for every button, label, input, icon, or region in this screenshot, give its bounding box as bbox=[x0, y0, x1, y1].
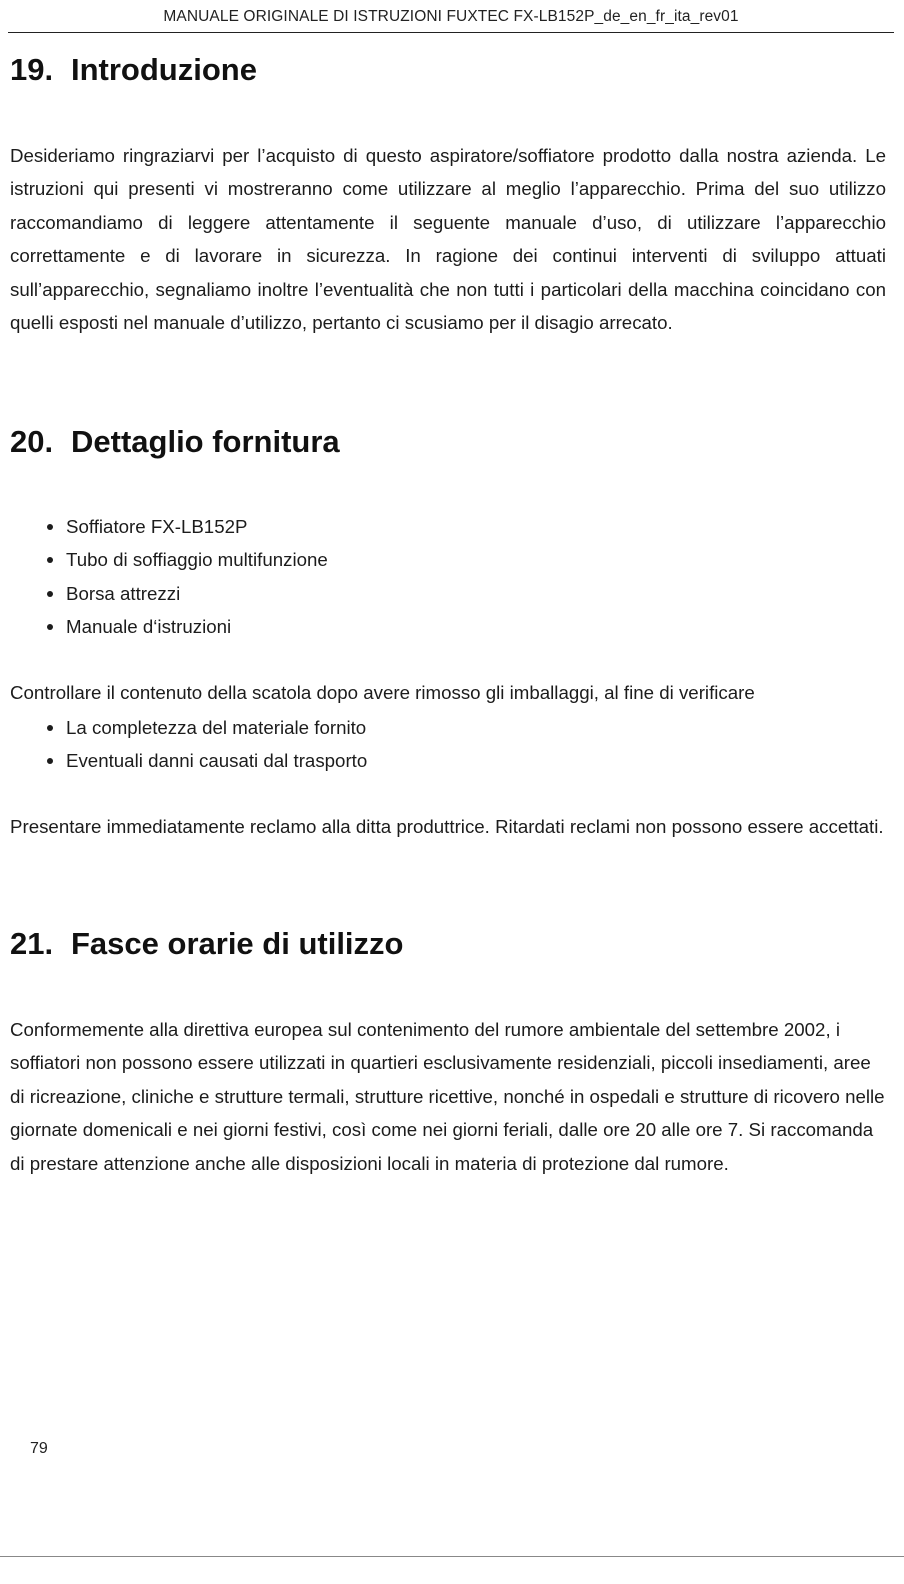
section-title-text: Introduzione bbox=[71, 52, 257, 87]
section-title-fasce-orarie bbox=[10, 926, 403, 962]
list-item: Tubo di soffiaggio multifunzione bbox=[10, 543, 328, 576]
section-title-text: Fasce orarie di utilizzo bbox=[71, 926, 404, 961]
section-number: 21. bbox=[10, 926, 54, 961]
intro-paragraph: Desideriamo ringraziarvi per l’acquisto di questo aspiratore/soffiatore prodotto dalla nostra azienda. Le istruzioni qui presenti vi mostreranno come utilizzare al meglio l’apparecchio. Prima del suo utilizzo raccomandiamo di leggere attentamente il seguente manuale d’uso, di utilizzare l’apparecchio correttamente e di lavorare in sicurezza. In ragione dei continui interventi di sviluppo attuati sull’apparecchio, segnaliamo inoltre l’eventualità che non tutti i particolari della macchina coincidano con quelli esposti nel manuale d’utilizzo, pertanto ci scusiamo per il disagio arrecato. bbox=[10, 145, 886, 334]
list-item: Eventuali danni causati dal trasporto bbox=[10, 744, 367, 777]
page-number: 79 bbox=[30, 1440, 48, 1457]
check-list bbox=[10, 711, 367, 778]
check-intro: Controllare il contenuto della scatola dopo avere rimosso gli imballaggi, al fine di verificare bbox=[10, 682, 755, 703]
page-header bbox=[8, 6, 894, 33]
list-item: Borsa attrezzi bbox=[10, 577, 328, 610]
section-number: 19. bbox=[10, 52, 54, 87]
section-title-dettaglio-fornitura bbox=[10, 424, 340, 460]
section-number: 20. bbox=[10, 424, 54, 459]
list-item: Soffiatore FX-LB152P bbox=[10, 510, 328, 543]
closing-paragraph: Presentare immediatamente reclamo alla ditta produttrice. Ritardati reclami non possono essere accettati. bbox=[10, 816, 884, 837]
header-title: MANUALE ORIGINALE DI ISTRUZIONI FUXTEC FX-LB152P_de_en_fr_ita_rev01 bbox=[163, 8, 739, 25]
section-title-introduzione bbox=[10, 52, 257, 88]
usage-hours-paragraph: Conformemente alla direttiva europea sul contenimento del rumore ambientale del settembre 2002, i soffiatori non possono essere utilizzati in quartieri esclusivamente residenziali, piccoli insediamenti, aree di ricreazione, cliniche e strutture termali, strutture ricettive, nonché in ospedali e strutture di ricovero nelle giornate domenicali e nei giorni festivi, così come nei giorni feriali, dalle ore 20 alle ore 7. Si raccomanda di prestare attenzione anche alle disposizioni locali in materia di protezione dal rumore. bbox=[10, 1019, 885, 1174]
footer-divider bbox=[0, 1556, 904, 1557]
list-item: La completezza del materiale fornito bbox=[10, 711, 367, 744]
supply-list bbox=[10, 510, 328, 644]
section-title-text: Dettaglio fornitura bbox=[71, 424, 340, 459]
list-item: Manuale d‘istruzioni bbox=[10, 610, 328, 643]
